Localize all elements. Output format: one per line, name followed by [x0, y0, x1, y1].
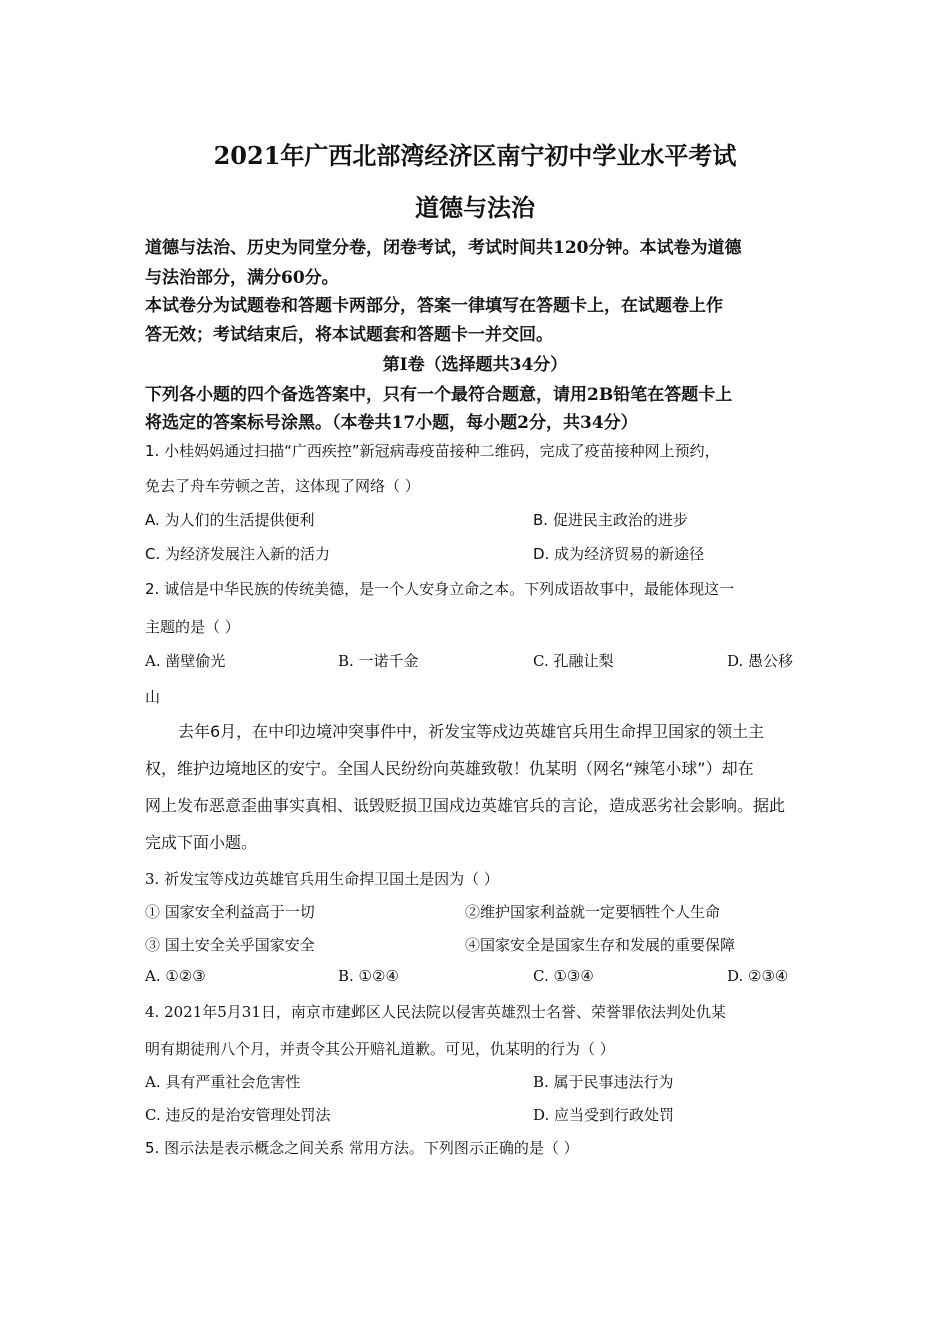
passage-line-4: 完成下面小题。	[145, 833, 258, 852]
q1-option-d: D. 成为经济贸易的新途径	[533, 545, 705, 563]
q2-option-c: C. 孔融让梨	[533, 652, 614, 670]
passage-line-3: 网上发布恶意歪曲事实真相、诋毁贬损卫国戍边英雄官兵的言论，造成恶劣社会影响。据此	[145, 796, 786, 815]
instruction-line-1: 道德与法治、历史为同堂分卷，闭卷考试，考试时间共120分钟。本试卷为道德	[145, 238, 742, 258]
instruction-line-2: 与法治部分，满分60分。	[145, 268, 339, 288]
q3-statement-1: ① 国家安全利益高于一切	[145, 903, 315, 921]
passage-line-2: 权，维护边境地区的安宁。全国人民纷纷向英雄致敬！仇某明（网名“辣笔小球”）却在	[145, 759, 754, 778]
passage-line-1: 去年6月，在中印边境冲突事件中，祈发宝等戍边英雄官兵用生命捍卫国家的领土主	[178, 722, 765, 741]
subject-title: 道德与法治	[415, 193, 535, 222]
q2-stem-line-2: 主题的是（ ）	[145, 618, 240, 636]
q4-option-c: C. 违反的是治安管理处罚法	[145, 1106, 331, 1124]
q3-option-b: B. ①②④	[338, 967, 399, 985]
q3-stem: 3. 祈发宝等戍边英雄官兵用生命捍卫国土是因为（ ）	[145, 870, 499, 888]
q2-option-d-continuation: 山	[145, 688, 161, 706]
section-desc-2: 将选定的答案标号涂黑。（本卷共17小题，每小题2分，共34分）	[145, 413, 638, 433]
q1-option-a: A. 为人们的生活提供便利	[145, 511, 315, 529]
instruction-line-3: 本试卷分为试题卷和答题卡两部分，答案一律填写在答题卡上，在试题卷上作	[145, 296, 723, 316]
q4-option-d: D. 应当受到行政处罚	[533, 1106, 675, 1124]
q2-option-b: B. 一诺千金	[338, 652, 419, 670]
q3-option-c: C. ①③④	[533, 967, 594, 985]
q5-stem: 5. 图示法是表示概念之间关系 常用方法。下列图示正确的是（ ）	[145, 1139, 579, 1157]
instruction-line-4: 答无效；考试结束后，将本试题套和答题卡一并交回。	[145, 325, 553, 345]
q4-stem-line-2: 明有期徒刑八个月，并责令其公开赔礼道歉。可见，仇某明的行为（ ）	[145, 1040, 615, 1058]
q1-option-c: C. 为经济发展注入新的活力	[145, 545, 331, 563]
section-desc-1: 下列各小题的四个备选答案中，只有一个最符合题意，请用2B铅笔在答题卡上	[145, 385, 733, 405]
q1-option-b: B. 促进民主政治的进步	[533, 511, 688, 529]
q2-stem-line-1: 2. 诚信是中华民族的传统美德，是一个人安身立命之本。下列成语故事中，最能体现这一	[145, 580, 735, 598]
q1-stem-line-1: 1. 小桂妈妈通过扫描“广西疾控”新冠病毒疫苗接种二维码，完成了疫苗接种网上预约，	[145, 442, 720, 460]
q3-statement-4: ④国家安全是国家生存和发展的重要保障	[465, 936, 736, 954]
q4-option-b: B. 属于民事违法行为	[533, 1073, 674, 1091]
exam-title: 2021年广西北部湾经济区南宁初中学业水平考试	[213, 141, 737, 170]
q3-statement-2: ②维护国家利益就一定要牺牲个人生命	[465, 903, 721, 921]
q3-option-d: D. ②③④	[727, 967, 789, 985]
q2-option-a: A. 凿壁偷光	[145, 652, 226, 670]
q4-stem-line-1: 4. 2021年5月31日，南京市建邺区人民法院以侵害英雄烈士名誉、荣誉罪依法判处仇某	[145, 1003, 726, 1021]
q1-stem-line-2: 免去了舟车劳顿之苦，这体现了网络（ ）	[145, 477, 420, 495]
q3-option-a: A. ①②③	[145, 967, 206, 985]
section-title: 第Ⅰ卷（选择题共34分）	[382, 355, 568, 375]
q3-statement-3: ③ 国土安全关乎国家安全	[145, 936, 315, 954]
q4-option-a: A. 具有严重社会危害性	[145, 1073, 301, 1091]
q2-option-d: D. 愚公移	[727, 652, 794, 670]
